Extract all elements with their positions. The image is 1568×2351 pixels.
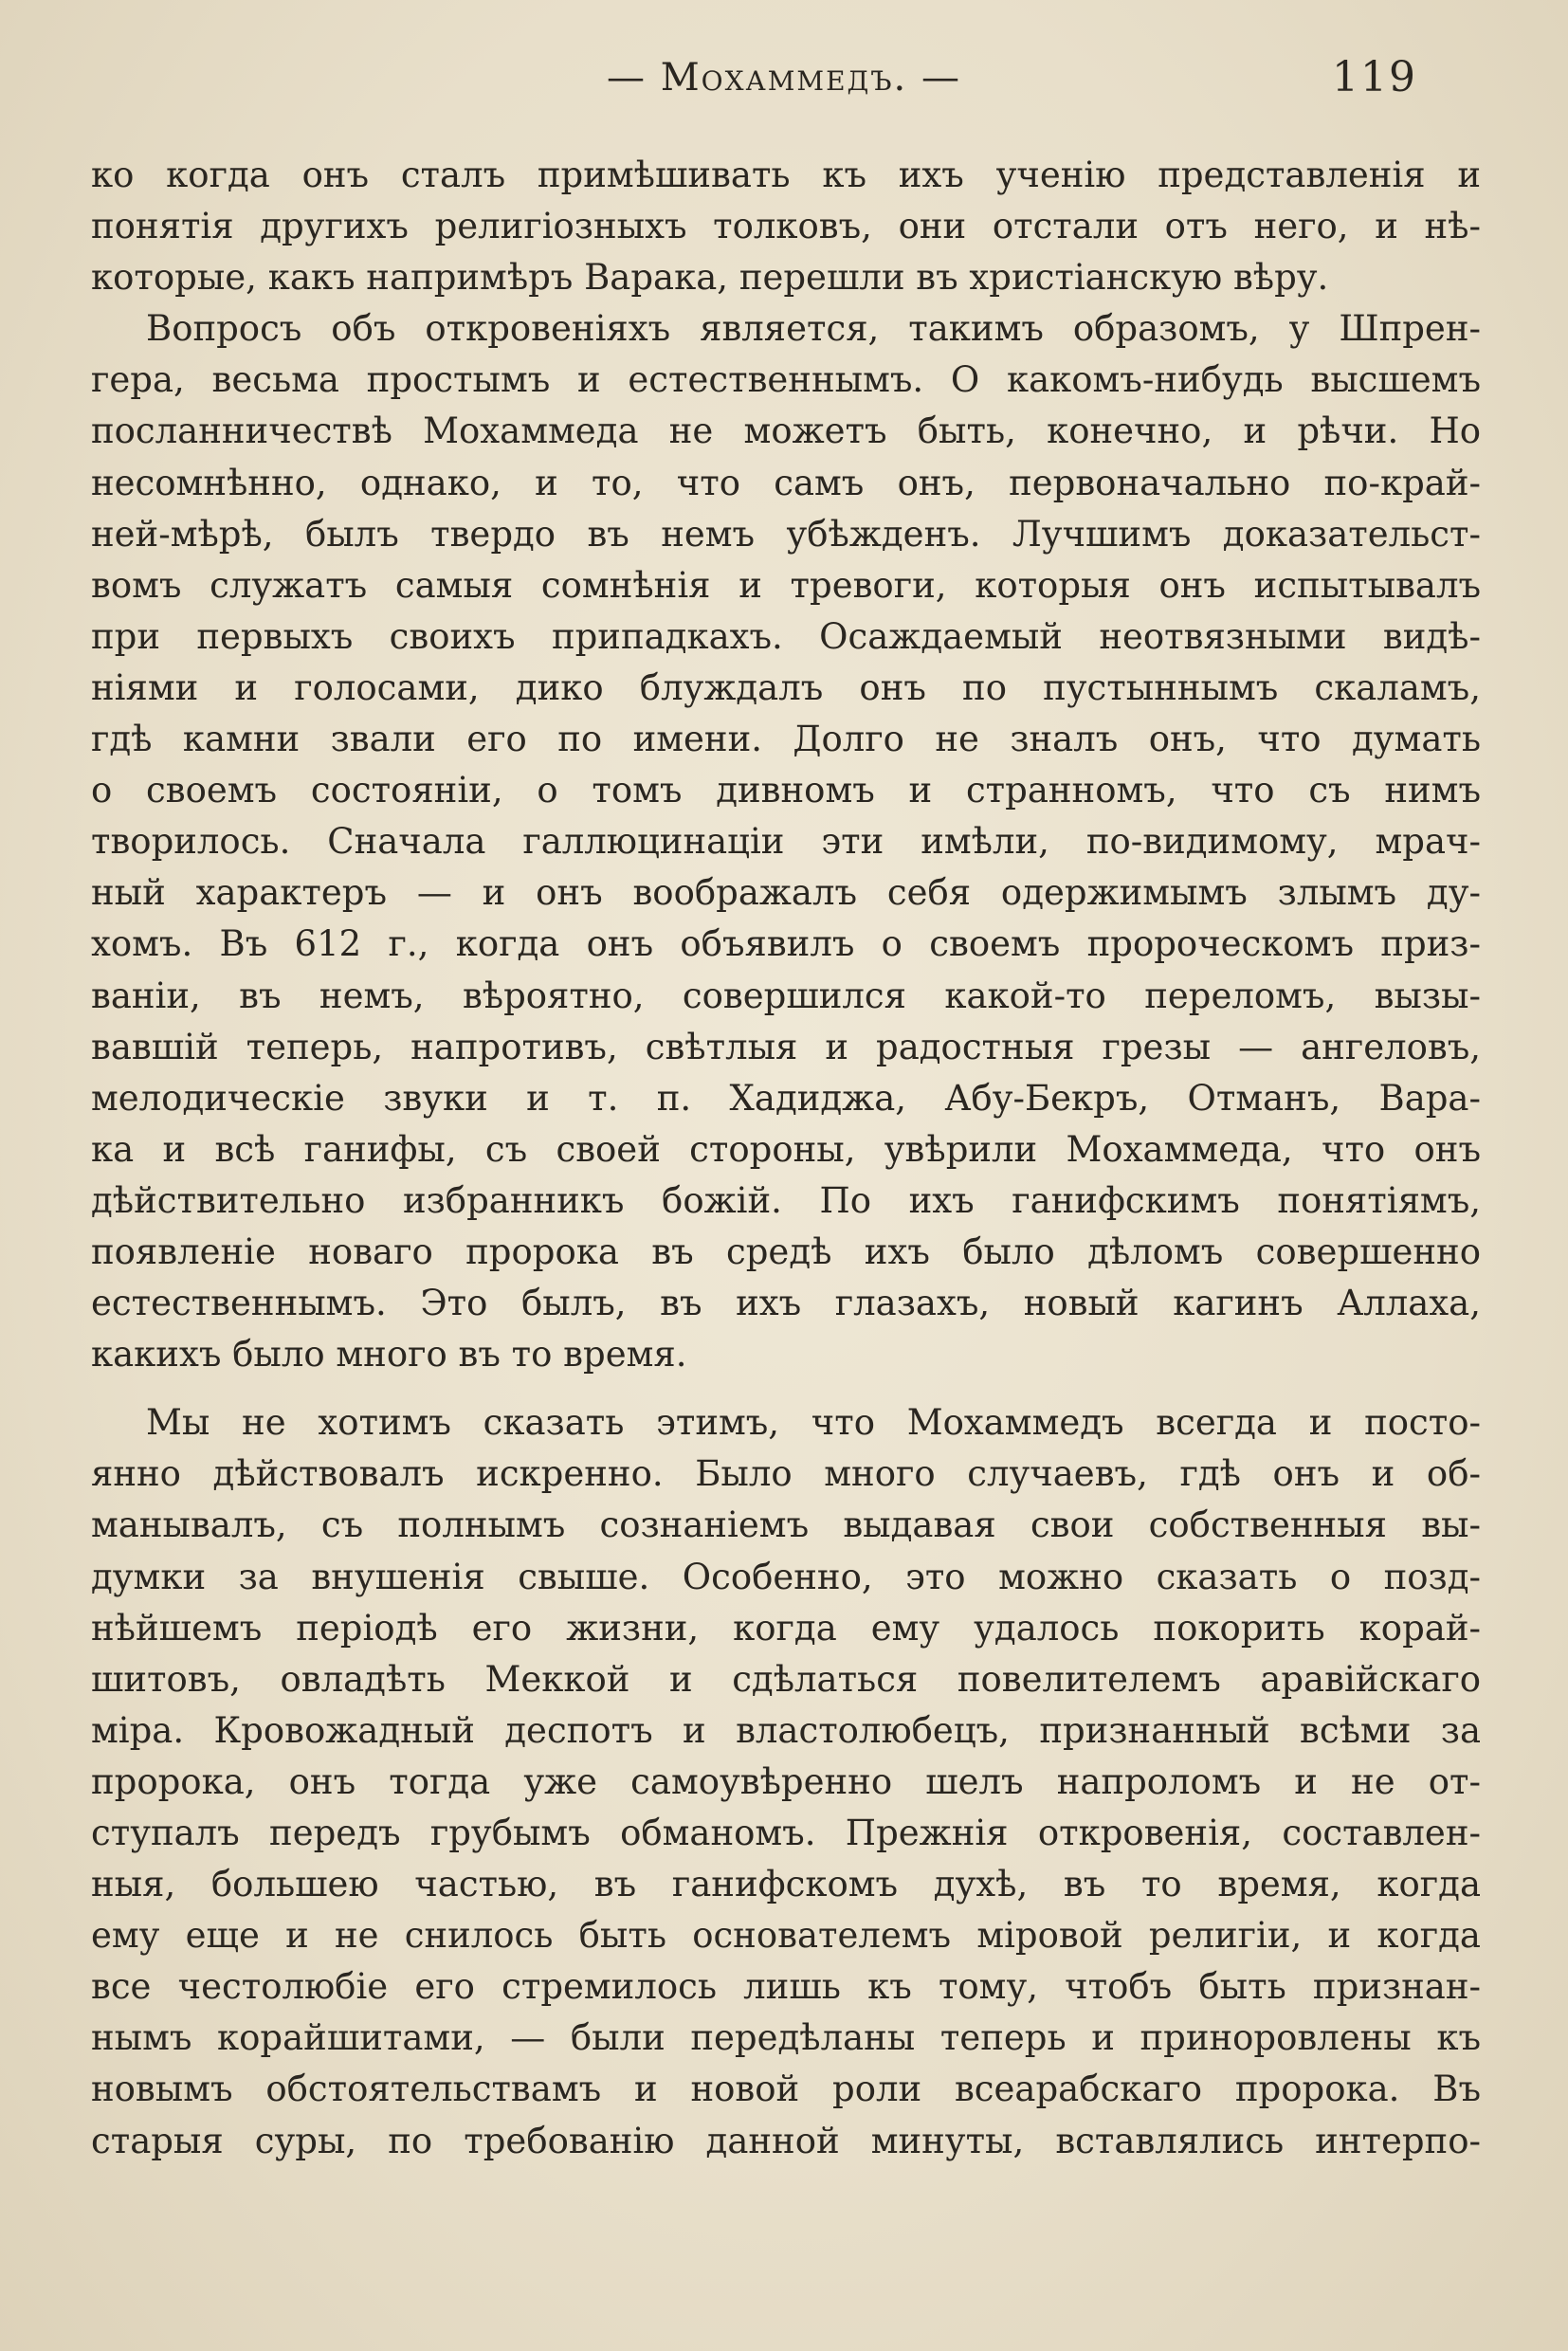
- text-line: ней-мѣрѣ, былъ твердо въ немъ убѣжденъ. Лучшимъ доказательст-: [91, 513, 1481, 555]
- text-line: посланничествѣ Мохаммеда не можетъ быть, конечно, и рѣчи. Но: [91, 410, 1481, 452]
- text-line: о своемъ состояніи, о томъ дивномъ и странномъ, что съ нимъ: [91, 770, 1481, 811]
- text-line: творилось. Сначала галлюцинаціи эти имѣли, по-видимому, мрач-: [91, 821, 1481, 863]
- text-line: ваніи, въ немъ, вѣроятно, совершился какой-то переломъ, вызы-: [91, 975, 1481, 1016]
- text-line: манывалъ, съ полнымъ сознаніемъ выдавая свои собственныя вы-: [91, 1504, 1481, 1546]
- text-line: янно дѣйствовалъ искренно. Было много случаевъ, гдѣ онъ и об-: [91, 1453, 1481, 1495]
- text-line: понятія другихъ религіозныхъ толковъ, они отстали отъ него, и нѣ-: [91, 206, 1481, 247]
- paragraph: [91, 1397, 1481, 2166]
- paragraph: [91, 150, 1481, 303]
- text-line: ніями и голосами, дико блуждалъ онъ по пустыннымъ скаламъ,: [91, 666, 1481, 708]
- text-line: которые, какъ напримѣръ Варака, перешли въ христіанскую вѣру.: [91, 257, 1329, 299]
- text-line: ный характеръ — и онъ воображалъ себя одержимымъ злымъ ду-: [91, 872, 1481, 914]
- running-title: — Мохаммедъ. —: [607, 56, 961, 100]
- text-line: міра. Кровожадный деспотъ и властолюбецъ, признанный всѣми за: [91, 1709, 1481, 1751]
- paragraph: [91, 303, 1481, 1380]
- text-line: гдѣ камни звали его по имени. Долго не зналъ онъ, что думать: [91, 719, 1481, 760]
- text-line: дѣйствительно избранникъ божій. По ихъ ганифскимъ понятіямъ,: [91, 1179, 1481, 1221]
- text-line: думки за внушенія свыше. Особенно, это можно сказать о позд-: [91, 1556, 1481, 1597]
- text-line: вавшій теперь, напротивъ, свѣтлыя и радостныя грезы — ангеловъ,: [91, 1026, 1481, 1067]
- text-line: ка и всѣ ганифы, съ своей стороны, увѣрили Мохаммеда, что онъ: [91, 1128, 1481, 1170]
- text-line: вомъ служатъ самыя сомнѣнія и тревоги, которыя онъ испытывалъ: [91, 564, 1481, 606]
- text-line: появленіе новаго пророка въ средѣ ихъ было дѣломъ совершенно: [91, 1230, 1481, 1272]
- page-number: 119: [1332, 53, 1417, 101]
- text-line: естественнымъ. Это былъ, въ ихъ глазахъ, новый кагинъ Аллаха,: [91, 1283, 1481, 1324]
- text-line: пророка, онъ тогда уже самоувѣренно шелъ напроломъ и не от-: [91, 1760, 1481, 1802]
- text-line: старыя суры, по требованію данной минуты, вставлялись интерпо-: [91, 2120, 1481, 2161]
- text-line: мелодическіе звуки и т. п. Хадиджа, Абу-Бекръ, Отманъ, Вара-: [91, 1077, 1481, 1119]
- text-line: нымъ корайшитами, — были передѣланы теперь и приноровлены къ: [91, 2017, 1481, 2059]
- text-line: новымъ обстоятельствамъ и новой роли всеарабскаго пророка. Въ: [91, 2069, 1481, 2110]
- page-header: [0, 49, 1568, 106]
- paragraph-gap: [91, 1380, 1481, 1397]
- text-line: нѣйшемъ періодѣ его жизни, когда ему удалось покорить корай-: [91, 1607, 1481, 1649]
- text-line: Мы не хотимъ сказать этимъ, что Мохаммедъ всегда и посто-: [146, 1402, 1481, 1444]
- text-line: какихъ было много въ то время.: [91, 1334, 687, 1376]
- text-line: несомнѣнно, однако, и то, что самъ онъ, первоначально по-край-: [91, 462, 1481, 503]
- text-line: при первыхъ своихъ припадкахъ. Осаждаемый неотвязными видѣ-: [91, 615, 1481, 657]
- text-line: ему еще и не снилось быть основателемъ міровой религіи, и когда: [91, 1915, 1481, 1957]
- text-line: Вопросъ объ откровеніяхъ является, такимъ образомъ, у Шпрен-: [146, 308, 1481, 350]
- text-line: ступалъ передъ грубымъ обманомъ. Прежнія откровенія, составлен-: [91, 1813, 1481, 1853]
- text-line: гера, весьма простымъ и естественнымъ. О какомъ-нибудь высшемъ: [91, 359, 1481, 401]
- text-line: все честолюбіе его стремилось лишь къ тому, чтобъ быть признан-: [91, 1966, 1481, 2008]
- text-line: хомъ. Въ 612 г., когда онъ объявилъ о своемъ пророческомъ приз-: [91, 923, 1481, 965]
- text-line: ко когда онъ сталъ примѣшивать къ ихъ ученію представленія и: [91, 155, 1481, 195]
- text-line: шитовъ, овладѣть Меккой и сдѣлаться повелителемъ аравійскаго: [91, 1658, 1481, 1700]
- body-text: [91, 150, 1481, 2167]
- text-line: ныя, большею частью, въ ганифскомъ духѣ, въ то время, когда: [91, 1864, 1481, 1905]
